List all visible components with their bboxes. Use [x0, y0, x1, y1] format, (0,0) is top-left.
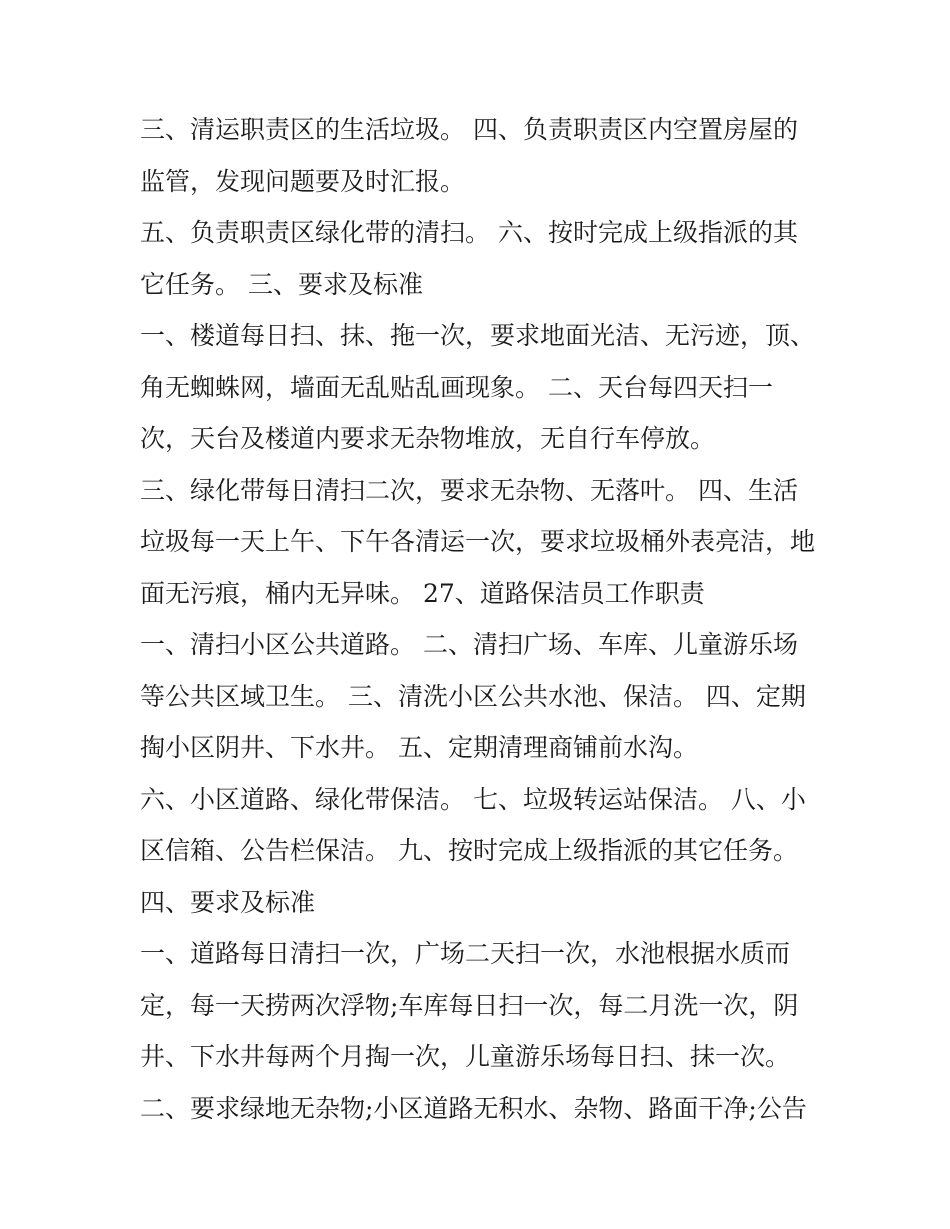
- text-line: 定，每一天捞两次浮物;车库每日扫一次，每二月洗一次，阴: [140, 990, 799, 1020]
- text-line: 一、道路每日清扫一次，广场二天扫一次，水池根据水质而: [140, 939, 791, 968]
- text-line: 角无蜘蛛网，墙面无乱贴乱画现象。 二、天台每四天扫一: [140, 372, 773, 402]
- text-line: 二、要求绿地无杂物;小区道路无积水、杂物、路面干净;公告: [140, 1093, 807, 1123]
- text-line: 三、清运职责区的生活垃圾。 四、负责职责区内空置房屋的: [140, 115, 798, 144]
- text-line: 井、下水井每两个月掏一次，儿童游乐场每日扫、抹一次。: [140, 1042, 791, 1071]
- text-line: 四、要求及标准: [140, 887, 316, 917]
- text-line: 一、清扫小区公共道路。 二、清扫广场、车库、儿童游乐场: [140, 630, 798, 659]
- text-line: 等公共区域卫生。 三、清洗小区公共水池、保洁。 四、定期: [140, 681, 806, 711]
- text-line: 掏小区阴井、下水井。 五、定期清理商铺前水沟。: [140, 733, 698, 762]
- text-line: 面无污痕，桶内无异味。 27、道路保洁员工作职责: [140, 578, 705, 608]
- text-line: 五、负责职责区绿化带的清扫。 六、按时完成上级指派的其: [140, 218, 798, 247]
- document-body: [140, 104, 820, 1134]
- text-line: 次，天台及楼道内要求无杂物堆放，无自行车停放。: [140, 424, 716, 453]
- text-line: 垃圾每一天上午、下午各清运一次，要求垃圾桶外表亮洁，地: [140, 527, 816, 556]
- text-line: 一、楼道每日扫、抹、拖一次，要求地面光洁、无污迹，顶、: [140, 321, 816, 350]
- text-line: 区信箱、公告栏保洁。 九、按时完成上级指派的其它任务。: [140, 836, 798, 865]
- text-line: 三、绿化带每日清扫二次，要求无杂物、无落叶。 四、生活: [140, 475, 798, 505]
- text-line: 它任务。 三、要求及标准: [140, 269, 423, 299]
- text-line: 监管，发现问题要及时汇报。: [140, 166, 466, 196]
- text-line: 六、小区道路、绿化带保洁。 七、垃圾转运站保洁。 八、小: [140, 784, 806, 814]
